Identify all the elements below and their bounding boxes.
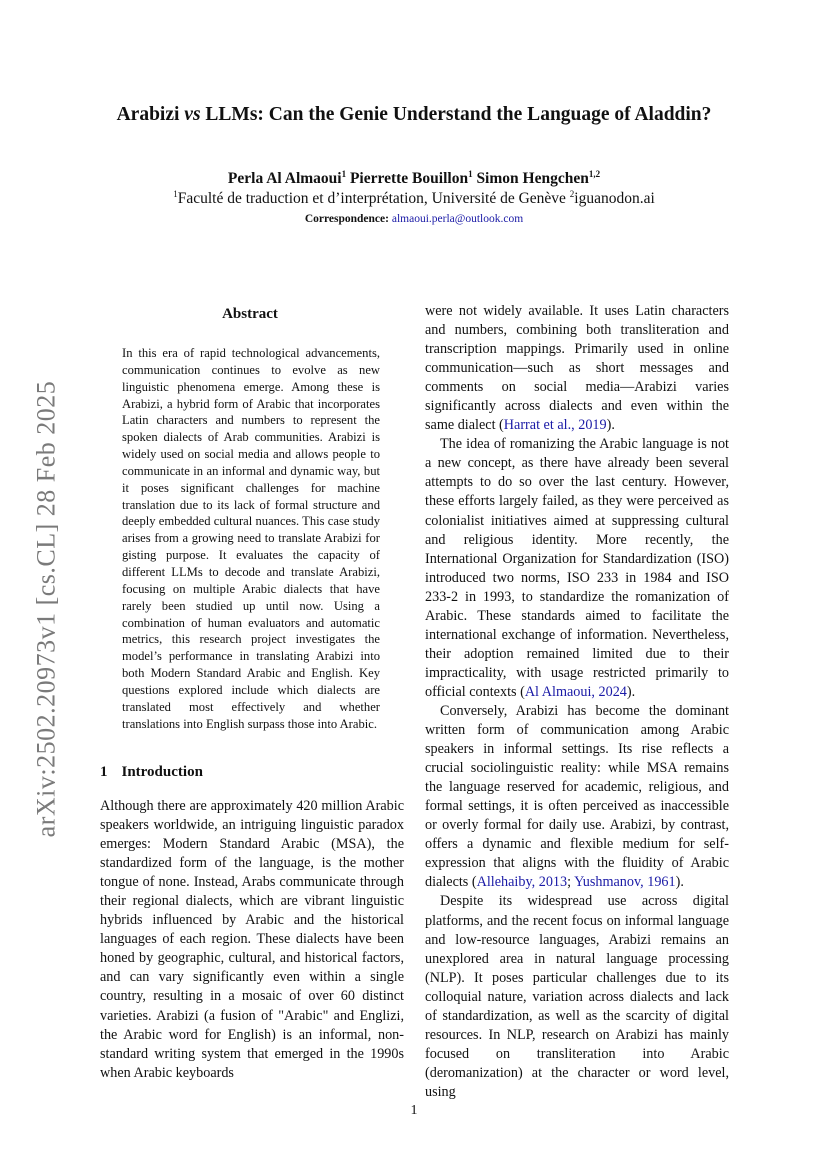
title-part2: LLMs: Can the Genie Understand the Language of Aladdin? xyxy=(200,104,712,125)
paragraph-continuation xyxy=(425,302,729,435)
page-number: 1 xyxy=(410,1103,418,1118)
author-affil-marker: 1 xyxy=(341,169,347,179)
author-name: Simon Hengchen xyxy=(476,170,589,187)
abstract-text: In this era of rapid technological advancements, communication continues to evolve as new linguistic phenomena emerge. Among these is Arabizi, a hybrid form of Arabic that incorporates Latin characters and numbers to represent the spoken dialects of Arab communities. Arabizi is widely used on social media and allows people to communicate in an informal and dynamic way, but it poses significant challenges for machine translation due to its lack of formal structure and deeply embedded cultural nuances. This case study arises from a growing need to translate Arabizi for gisting purpose. It evaluates the capacity of different LLMs to decode and translate Arabizi, focusing on multiple Arabic dialects that have rarely been studied up until now. Using a combination of human evaluators and automatic metrics, this research project investigates the model’s performance in translating Arabizi into both Modern Standard Arabic and English. Key questions explored include which dialects are translated most effectively and whether translations into English surpass those into Arabic. xyxy=(122,346,380,731)
author-name: Perla Al Almaoui xyxy=(227,170,342,187)
affiliation-text: Faculté de traduction et d’interprétation, Université de Genève xyxy=(177,190,570,207)
correspondence-label: Correspondence: xyxy=(304,213,389,225)
paragraph-arabizi-dominant xyxy=(425,702,729,892)
affil-marker: 2 xyxy=(569,189,575,199)
abstract-heading: Abstract xyxy=(222,306,278,322)
arxiv-identifier-stamp xyxy=(16,368,76,850)
arxiv-id-text: arXiv:2502.20973v1 [cs.CL] 28 Feb 2025 xyxy=(31,380,60,838)
section-heading-introduction xyxy=(100,764,203,781)
paragraph-text: ). xyxy=(626,683,636,700)
paragraph-nlp xyxy=(425,892,729,1102)
citation-separator: ; xyxy=(567,874,575,891)
paper-title xyxy=(0,104,828,126)
right-column xyxy=(425,302,729,1102)
section-title: Introduction xyxy=(121,764,203,780)
citation-link[interactable]: Allehaiby, 2013 xyxy=(476,874,568,891)
introduction-paragraph-left: Although there are approximately 420 million Arabic speakers worldwide, an intriguing linguistic paradox emerges: Modern Standard Arabic (MSA), the standardized form of the language, is the mother tongue of none. Instead, Arabs communicate through their regional dialects, which are vibrant linguistic hybrids influenced by Arabic and the historical languages of each region. These dialects have been honed by geographic, cultural, and historical factors, and can vary significantly even within a single country, resulting in a mosaic of over 60 distinct varieties. Arabizi (a fusion of "Arabic" and Englizi, the Arabic word for English) is an informal, non-standard writing system that emerged in the 1990s when Arabic keyboards xyxy=(100,798,404,1081)
paragraph-text: The idea of romanizing the Arabic language is not a new concept, as there have already been several attempts to do so over the last century. However, these efforts largely failed, as they were perceived as colonialist initiatives aimed at suppressing cultural and religious identity. More recently, the International Organization for Standardization (ISO) introduced two norms, ISO 233 in 1984 and ISO 233-2 in 1993, to standardize the romanization of Arabic. These standards aimed to facilitate the international exchange of information. Nevertheless, their adoption remained limited due to their impracticality, with usage restricted primarily to official contexts ( xyxy=(425,436,729,700)
correspondence-email-link[interactable]: almaoui.perla@outlook.com xyxy=(391,213,524,225)
author-name: Pierrette Bouillon xyxy=(349,170,469,187)
citation-link[interactable]: Harrat et al., 2019 xyxy=(503,417,607,434)
citation-link[interactable]: Yushmanov, 1961 xyxy=(574,874,676,891)
paragraph-text: Conversely, Arabizi has become the dominant written form of communication among Arabic speakers in informal settings. Its rise reflects a crucial sociolinguistic reality: while MSA remains the language reserved for academic, religious, and formal settings, it is often perceived as inaccessible or overly formal for daily use. Arabizi, by contrast, offers a dynamic and flexible medium for self-expression that aligns with the fluidity of Arabic dialects ( xyxy=(425,702,729,891)
author-affil-marker: 1,2 xyxy=(588,169,601,179)
paragraph-text: Despite its widespread use across digital platforms, and the recent focus on informal language and low-resource languages, Arabizi remains an unexplored area in natural language processing (NLP). It poses particular challenges due to its colloquial nature, variation across dialects and lack of standardization, as well as the scarcity of digital resources. In NLP, research on Arabizi has mainly focused on transliteration into Arabic (deromanization) at the character or word level, using xyxy=(425,893,729,1100)
title-part1: Arabizi xyxy=(116,104,185,125)
paragraph-romanization xyxy=(425,435,729,702)
affiliation-text: iguanodon.ai xyxy=(574,190,655,207)
paragraph-text: ). xyxy=(606,417,615,434)
paragraph-text: were not widely available. It uses Latin characters and numbers, combining both transliteration and transcription mappings. Primarily used in online communication—such as short messages and comments on social media—Arabizi varies significantly across dialects and even within the same dialect ( xyxy=(425,303,729,434)
paragraph-text: ). xyxy=(675,874,684,891)
affil-marker: 1 xyxy=(173,189,178,199)
author-affil-marker: 1 xyxy=(468,169,473,179)
citation-link[interactable]: Al Almaoui, 2024 xyxy=(524,683,627,700)
affiliations xyxy=(0,190,828,208)
title-vs: vs xyxy=(184,104,201,125)
author-list xyxy=(0,170,828,188)
section-number: 1 xyxy=(100,764,108,780)
correspondence-line xyxy=(0,213,828,225)
